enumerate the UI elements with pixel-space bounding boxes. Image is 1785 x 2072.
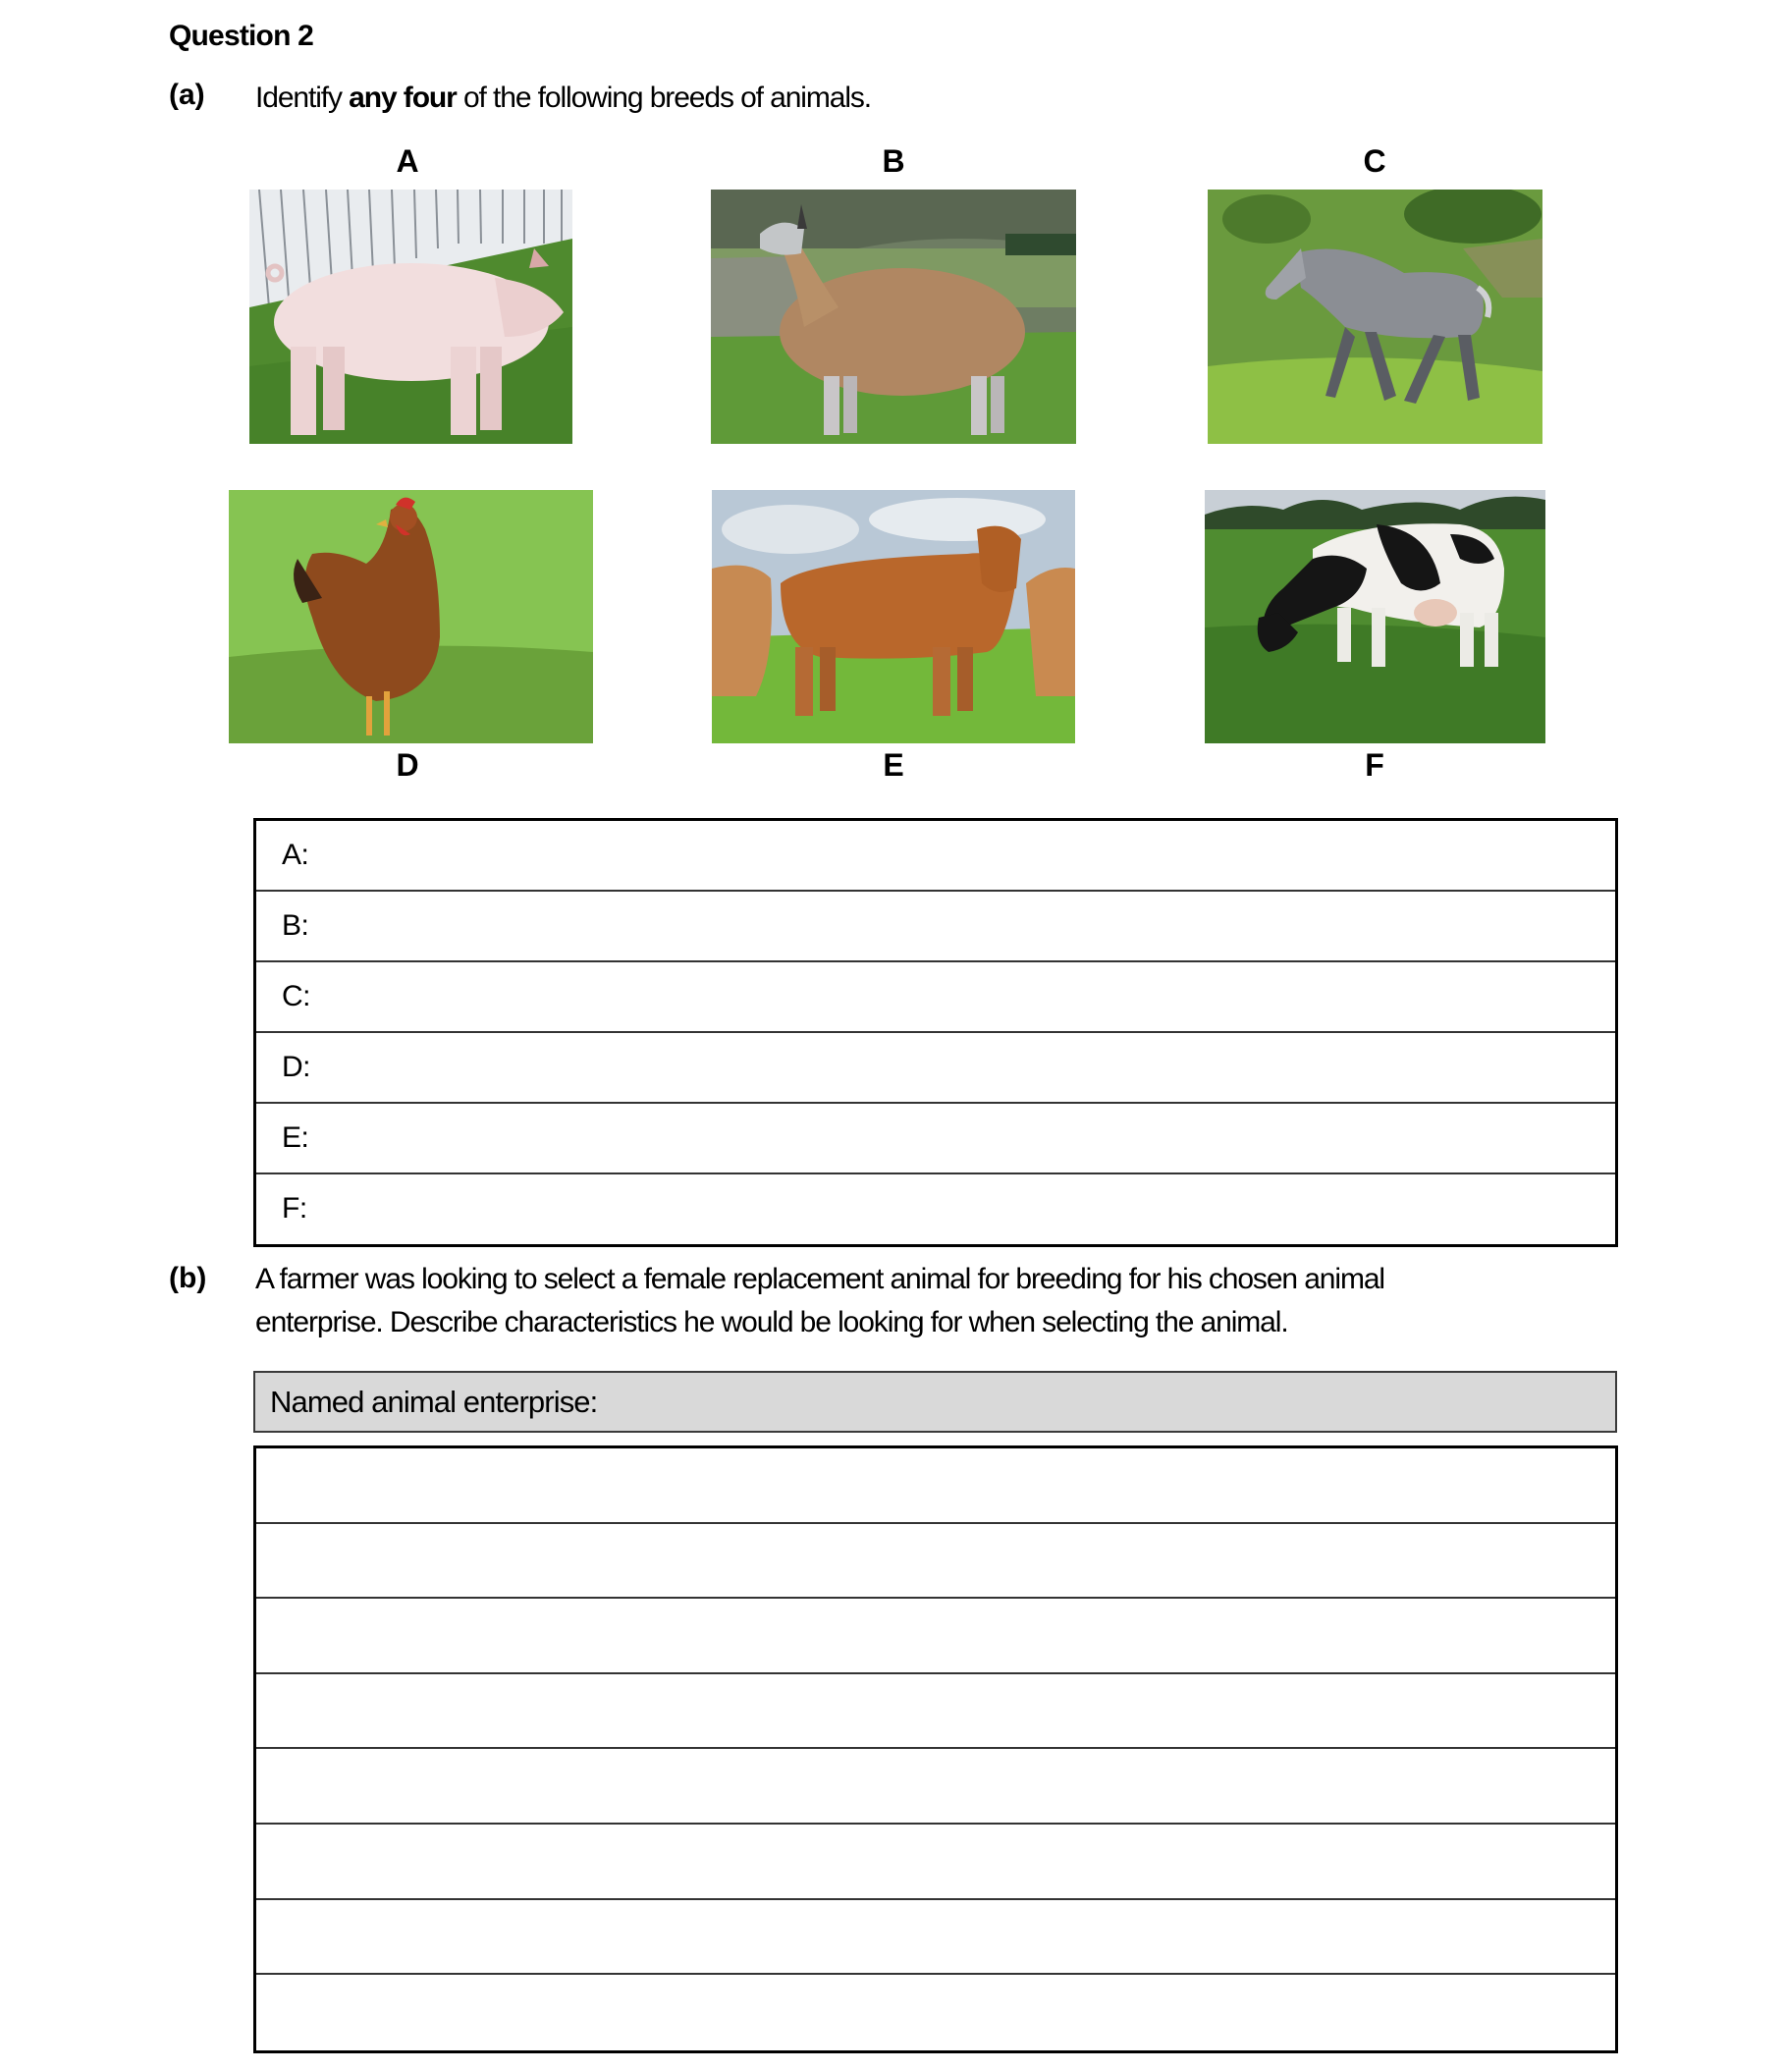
image-label-a: A (396, 143, 419, 179)
image-label-c: C (1363, 143, 1386, 179)
answer-line[interactable] (256, 1524, 1615, 1600)
answer-row-c[interactable] (256, 962, 1615, 1033)
part-b-text-line1: A farmer was looking to select a female replacement animal for breeding for his chosen animal (255, 1263, 1384, 1295)
enterprise-label: Named animal enterprise: (270, 1385, 598, 1419)
answer-row-a[interactable] (256, 821, 1615, 892)
part-b-label: (b) (169, 1262, 207, 1294)
answer-row-d[interactable] (256, 1033, 1615, 1104)
answer-row-e[interactable] (256, 1104, 1615, 1174)
part-b-text-line2: enterprise. Describe characteristics he would be looking for when selecting the animal. (255, 1306, 1288, 1338)
answer-row-b[interactable] (256, 892, 1615, 962)
pig-photo (249, 190, 572, 444)
part-a-label: (a) (169, 79, 205, 111)
sheep-photo (711, 190, 1076, 444)
named-enterprise-field[interactable] (253, 1371, 1617, 1433)
row-label: C: (282, 980, 310, 1012)
cattle-photo (712, 490, 1075, 743)
dairy-cow-photo (1205, 490, 1545, 743)
identification-table (253, 818, 1618, 1247)
answer-line[interactable] (256, 1448, 1615, 1524)
answer-line[interactable] (256, 1975, 1615, 2050)
characteristics-answer-box[interactable] (253, 1445, 1618, 2053)
horse-photo (1208, 190, 1542, 444)
answer-line[interactable] (256, 1825, 1615, 1900)
part-a-instruction (255, 77, 871, 120)
row-label: E: (282, 1121, 309, 1154)
row-label: F: (282, 1192, 307, 1225)
row-label: D: (282, 1051, 310, 1083)
hen-photo (229, 490, 593, 743)
answer-line[interactable] (256, 1900, 1615, 1976)
image-label-f: F (1365, 747, 1384, 783)
image-label-d: D (396, 747, 419, 783)
instruction-text: of the following breeds of animals. (456, 82, 872, 114)
answer-line[interactable] (256, 1599, 1615, 1674)
answer-line[interactable] (256, 1674, 1615, 1750)
row-label: B: (282, 909, 309, 942)
instruction-emphasis: any four (349, 82, 457, 114)
question-title: Question 2 (169, 20, 314, 52)
image-label-b: B (882, 143, 905, 179)
row-label: A: (282, 839, 309, 871)
answer-row-f[interactable] (256, 1174, 1615, 1245)
image-label-e: E (883, 747, 904, 783)
instruction-text: Identify (255, 82, 350, 114)
answer-line[interactable] (256, 1749, 1615, 1825)
